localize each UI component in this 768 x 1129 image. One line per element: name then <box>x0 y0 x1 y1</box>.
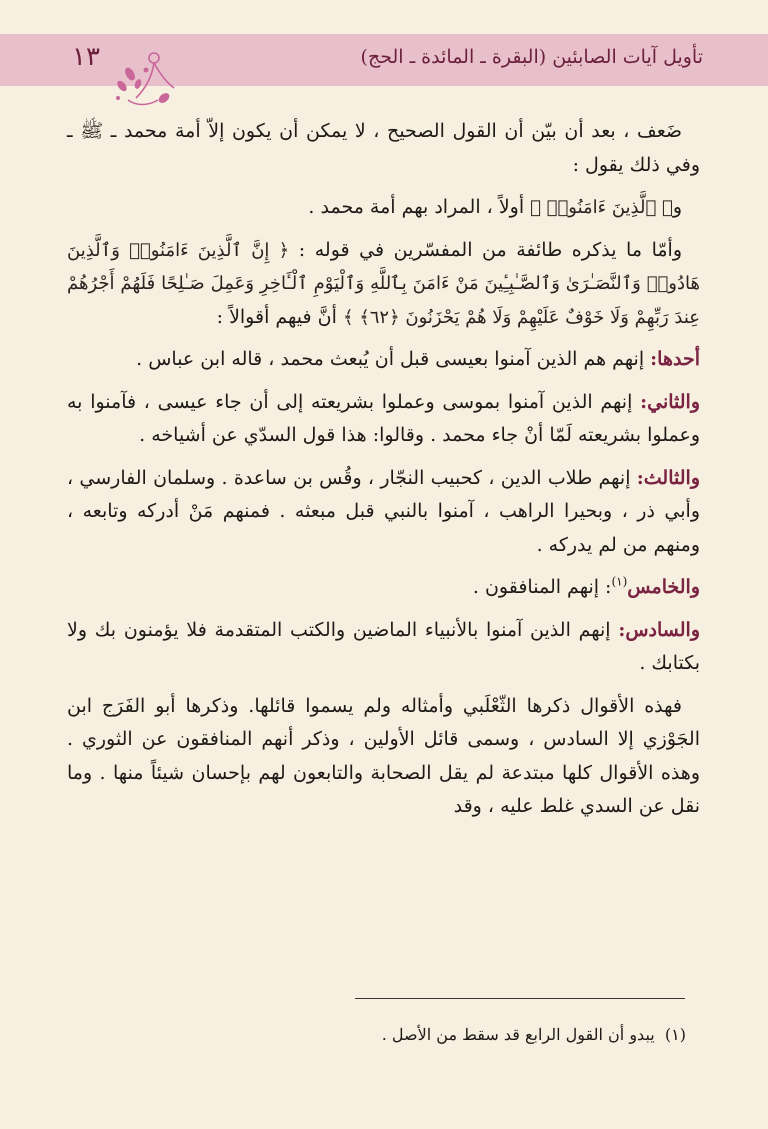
footnote-reference: (١) <box>611 574 628 589</box>
page-number: ١٣ <box>72 42 100 72</box>
opinion-text: إنهم الذين آمنوا بالأنبياء الماضين والكتب المتقدمة فلا يؤمنون بك ولا بكتابك . <box>67 618 700 674</box>
quran-verse: ﴿ إِنَّ ٱلَّذِينَ ءَامَنُوا۟ وَٱلَّذِينَ هَادُوا۟ وَٱلنَّصَـٰرَىٰ وَٱلصَّـٰبِـِٔينَ مَنْ ءَامَنَ بِٱللَّهِ وَٱلْيَوْمِ ٱلْـَٔاخِرِ وَعَمِلَ صَـٰلِحًا فَلَهُمْ أَجْرُهُمْ عِندَ رَبِّهِمْ وَلَا خَوْفٌ عَلَيْهِمْ وَلَا هُمْ يَحْزَنُونَ ﴿٦٢﴾ ﴾ <box>67 239 700 328</box>
paragraph-verse-reference <box>67 191 700 225</box>
quran-quote: ﴿ ٱلَّذِينَ ءَامَنُوا۟ ﴾ <box>530 197 673 218</box>
paragraph-text: أولاً ، المراد بهم أمة محمد . <box>308 196 531 218</box>
opinion-text: إنهم طلاب الدين ، كحبيب النجّار ، وقُس بن ساعدة . وسلمان الفارسي ، وأبي ذر ، وبحيرا الراهب ، آمنوا بالنبي قبل مبعثه . فمنهم مَنْ أدركه وتابعه ، ومنهم من لم يدركه . <box>67 466 700 556</box>
opinion-fifth <box>67 571 700 605</box>
opinion-text: إنهم هم الذين آمنوا بعيسى قبل أن يُبعث محمد ، قاله ابن عباس . <box>136 348 651 370</box>
opinion-third <box>67 462 700 563</box>
opinion-sixth <box>67 614 700 681</box>
opinion-text: : إنهم المنافقون . <box>472 576 612 598</box>
footnote-text: يبدو أن القول الرابع قد سقط من الأصل . <box>381 1025 655 1044</box>
conjunction: و <box>672 196 682 218</box>
floral-ornament-icon <box>108 48 180 112</box>
paragraph-text: وأمّا ما يذكره طائفة من المفسّرين في قوله : <box>289 238 682 261</box>
footnote <box>86 1025 686 1044</box>
footnote-number: (١) <box>664 1025 686 1044</box>
opinion-second <box>67 386 700 453</box>
main-text <box>67 115 700 824</box>
opinion-label: والخامس <box>627 576 700 598</box>
opinion-label: والسادس: <box>618 618 700 641</box>
paragraph-intro: ضَعف ، بعد أن بيّن أن القول الصحيح ، لا يمكن أن يكون إلاّ أمة محمد ـ ﷺ ـ وفي ذلك يقول : <box>67 120 700 176</box>
footnote-divider <box>355 998 685 999</box>
opinion-text: إنهم الذين آمنوا بموسى وعملوا بشريعته إلى أن جاء عيسى ، فآمنوا به وعملوا بشريعته لَمّا أنْ جاء محمد . وقالوا: هذا قول السدّي عن أشياخه . <box>67 390 700 446</box>
opinion-first <box>67 343 700 377</box>
opinion-label: والثالث: <box>636 466 700 489</box>
running-title: تأويل آيات الصابئين (البقرة ـ المائدة ـ الحج) <box>360 46 703 68</box>
opinion-label: أحدها: <box>650 348 700 370</box>
paragraph-text: أنَّ فيهم أقوالاً : <box>216 305 343 328</box>
opinion-label: والثاني: <box>640 390 700 413</box>
paragraph-conclusion: فهذه الأقوال ذكرها الثّعْلَبي وأمثاله ولم يسموا قائلها. وذكرها أبو الفَرَج ابن الجَوْزي إلا السادس ، وسمى قائل الأولين ، وذكر أنهم المنافقون عن الثوري . وهذه الأقوال كلها مبتدعة لم يقل الصحابة والتابعون لهم بإحسان شيئاً منها . وما نقل عن السدي غلط عليه ، وقد <box>67 694 700 817</box>
paragraph-verse <box>67 234 700 335</box>
header-band <box>0 34 768 86</box>
